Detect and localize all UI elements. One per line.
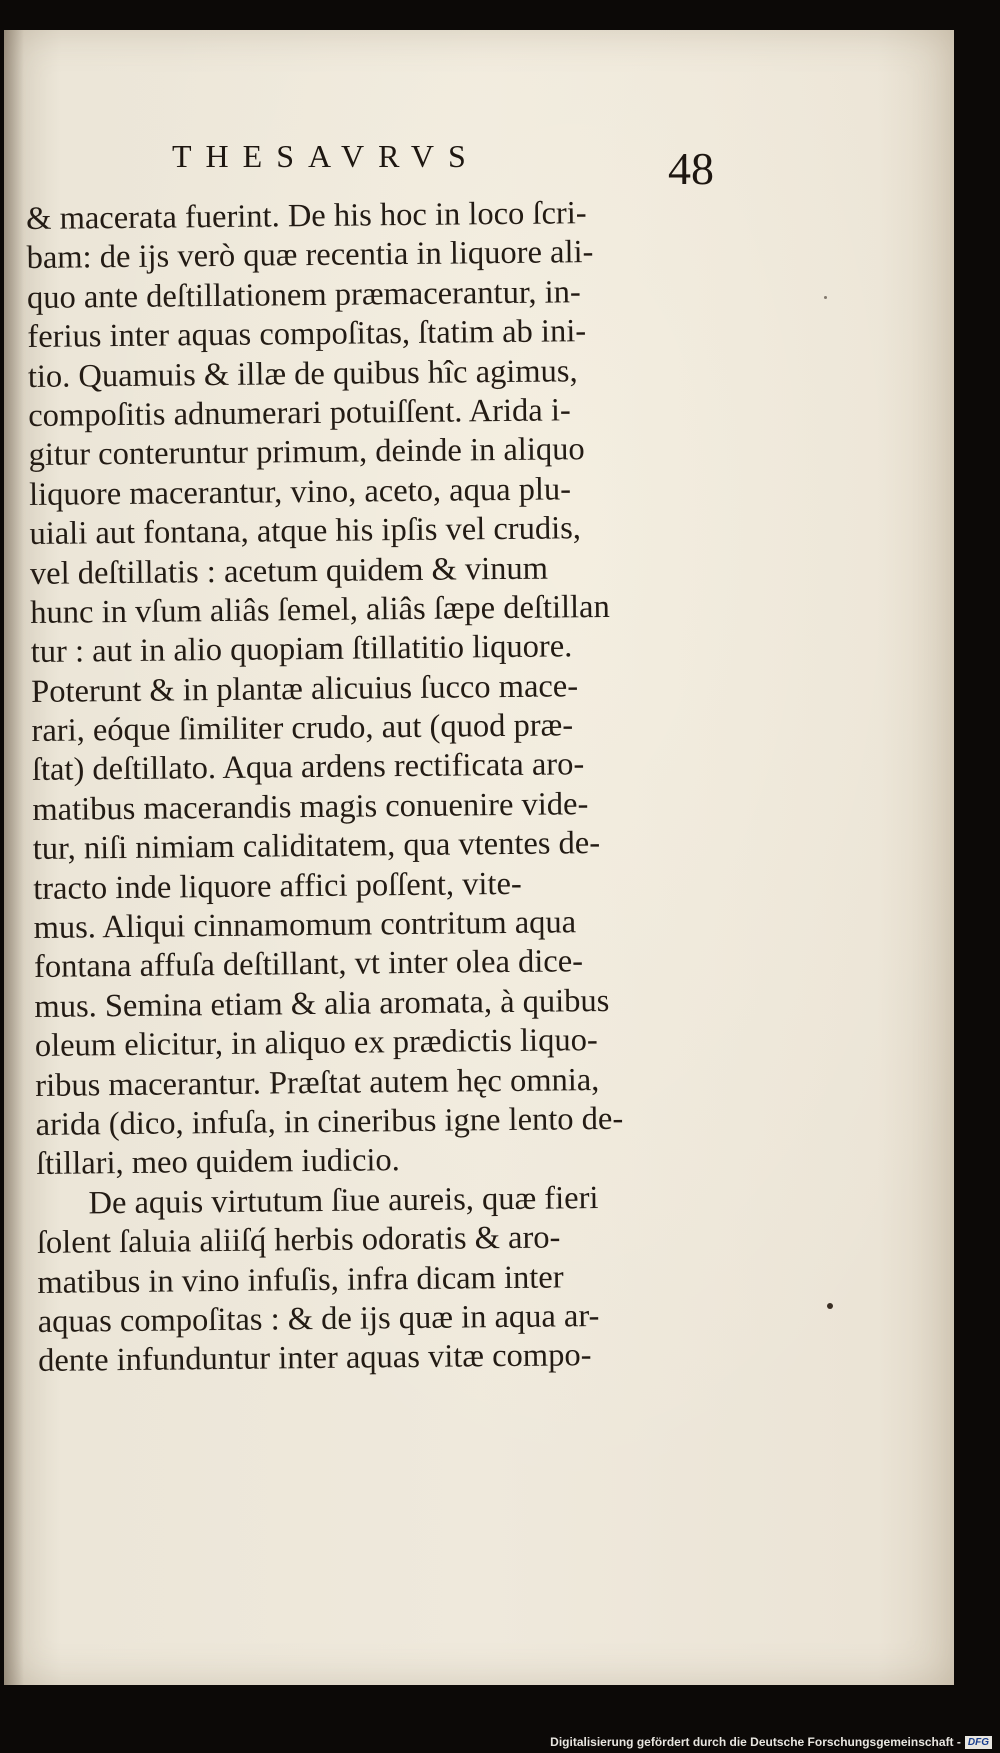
- text-line: uiali aut fontana, atque his ipſis vel crudis,: [29, 510, 582, 553]
- running-head: THESAVRVS: [172, 138, 480, 174]
- text-line: mus. Semina etiam & alia aromata, à quibus: [34, 982, 610, 1025]
- text-line: ſtat) deſtillato. Aqua ardens rectificata aro-: [31, 746, 585, 789]
- paragraph-start-line: De aquis virtutum ſiue aureis, quæ fieri: [88, 1179, 599, 1222]
- page-spine-shadow: [4, 30, 24, 1685]
- text-line: aquas compoſitas : & de ijs quæ in aqua ar-: [37, 1297, 600, 1340]
- text-line: tio. Quamuis & illæ de quibus hîc agimus,: [27, 352, 578, 395]
- text-line: tur : aut in alio quopiam ſtillatitio liquore.: [30, 628, 573, 671]
- text-line: liquore macerantur, vino, aceto, aqua plu-: [28, 471, 572, 513]
- text-line: hunc in vſum aliâs ſemel, aliâs ſæpe deſtillan: [30, 588, 610, 631]
- dfg-logo-icon: DFG: [965, 1736, 992, 1749]
- text-line: fontana affuſa deſtillant, vt inter olea dice-: [33, 943, 584, 986]
- credit-text: Digitalisierung gefördert durch die Deutsche Forschungsgemeinschaft -: [550, 1735, 961, 1749]
- text-line: dente infunduntur inter aquas vitæ compo-: [37, 1337, 592, 1380]
- book-page: [4, 30, 954, 1685]
- body-text: [26, 193, 728, 1382]
- text-line: oleum elicitur, in aliquo ex prædictis liquo-: [34, 1022, 598, 1065]
- text-line: & macerata fuerint. De his hoc in loco ſcri-: [26, 195, 587, 237]
- text-line: ſtillari, meo quidem iudicio.: [35, 1142, 401, 1183]
- ink-speck: [827, 1303, 833, 1309]
- text-line: rari, eóque ſimiliter crudo, aut (quod præ-: [31, 707, 574, 750]
- text-line: compoſitis adnumerari potuiſſent. Arida i-: [28, 392, 571, 434]
- text-line: ferius inter aquas compoſitas, ſtatim ab ini-: [27, 313, 587, 356]
- ink-speck: [824, 296, 827, 299]
- text-line: arida (dico, infuſa, in cineribus igne lento de-: [35, 1100, 624, 1143]
- text-line: Poterunt & in plantæ alicuius ſucco mace-: [30, 667, 579, 710]
- text-line: matibus macerandis magis conuenire vide-: [32, 786, 589, 828]
- text-line: bam: de ijs verò quæ recentia in liquore ali-: [26, 234, 594, 277]
- text-line: matibus in vino infuſis, infra dicam inter: [37, 1258, 564, 1301]
- text-line: vel deſtillatis : acetum quidem & vinum: [29, 550, 549, 592]
- text-line: tracto inde liquore affici poſſent, vite-: [33, 865, 522, 907]
- digitization-credit: [550, 1735, 992, 1749]
- text-line: ſolent ſaluia aliiſq́ herbis odoratis & aro-: [36, 1219, 561, 1262]
- text-line: quo ante deſtillationem præmacerantur, in-: [26, 273, 581, 316]
- text-line: ribus macerantur. Præſtat autem hęc omnia,: [35, 1061, 600, 1104]
- page-number: 48: [668, 143, 714, 194]
- text-line: mus. Aliqui cinnamomum contritum aqua: [33, 904, 577, 946]
- text-line: tur, niſi nimiam caliditatem, qua vtentes de-: [32, 825, 601, 868]
- text-line: gitur conteruntur primum, deinde in aliquo: [28, 431, 585, 474]
